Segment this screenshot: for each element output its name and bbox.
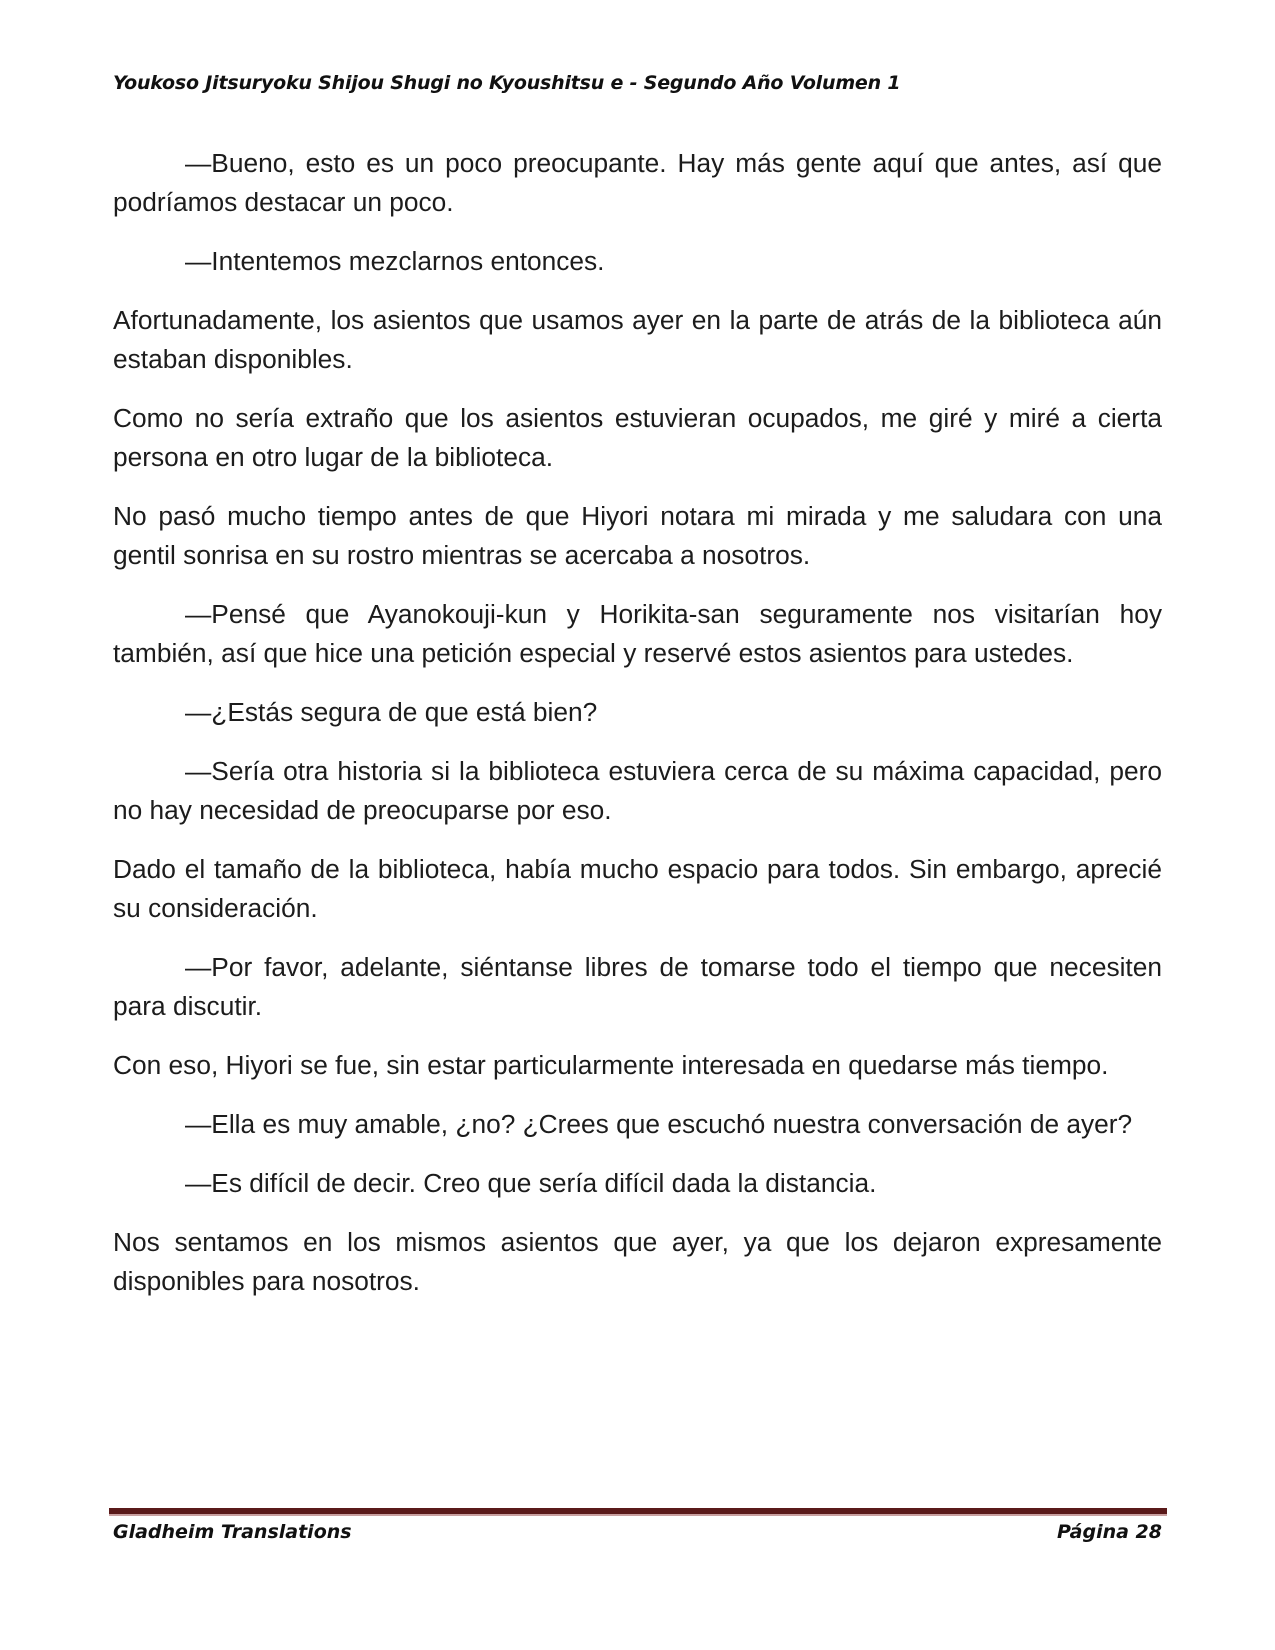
paragraph-11: Con eso, Hiyori se fue, sin estar particularmente interesada en quedarse más tiempo. <box>113 1050 1109 1080</box>
paragraph-5: No pasó mucho tiempo antes de que Hiyori notara mi mirada y me saludara con una gentil sonrisa en su rostro mientras se acercaba a nosotros. <box>113 501 1162 570</box>
paragraph-13: —Es difícil de decir. Creo que sería difícil dada la distancia. <box>185 1168 877 1198</box>
paragraph-8: —Sería otra historia si la biblioteca estuviera cerca de su máxima capacidad, pero no hay necesidad de preocuparse por eso. <box>113 756 1162 825</box>
page-header-title: Youkoso Jitsuryoku Shijou Shugi no Kyoushitsu e - Segundo Año Volumen 1 <box>113 72 901 94</box>
paragraph-9: Dado el tamaño de la biblioteca, había mucho espacio para todos. Sin embargo, aprecié su consideración. <box>113 854 1162 923</box>
paragraph-12: —Ella es muy amable, ¿no? ¿Crees que escuchó nuestra conversación de ayer? <box>185 1109 1133 1139</box>
paragraph-10: —Por favor, adelante, siéntanse libres de tomarse todo el tiempo que necesiten para discutir. <box>113 952 1162 1021</box>
paragraph-3: Afortunadamente, los asientos que usamos ayer en la parte de atrás de la biblioteca aún estaban disponibles. <box>113 305 1162 374</box>
paragraph-14: Nos sentamos en los mismos asientos que ayer, ya que los dejaron expresamente disponibles para nosotros. <box>113 1227 1162 1296</box>
paragraph-2: —Intentemos mezclarnos entonces. <box>185 246 605 276</box>
paragraph-6: —Pensé que Ayanokouji-kun y Horikita-san seguramente nos visitarían hoy también, así que hice una petición especial y reservé estos asientos para ustedes. <box>113 599 1162 668</box>
paragraph-1: —Bueno, esto es un poco preocupante. Hay más gente aquí que antes, así que podríamos destacar un poco. <box>113 148 1162 217</box>
body-text <box>113 144 1162 1321</box>
page-number: Página 28 <box>1056 1521 1162 1543</box>
footer-publisher: Gladheim Translations <box>113 1521 352 1543</box>
paragraph-4: Como no sería extraño que los asientos estuvieran ocupados, me giré y miré a cierta persona en otro lugar de la biblioteca. <box>113 403 1162 472</box>
paragraph-7: —¿Estás segura de que está bien? <box>185 697 598 727</box>
footer-divider <box>109 1508 1167 1516</box>
